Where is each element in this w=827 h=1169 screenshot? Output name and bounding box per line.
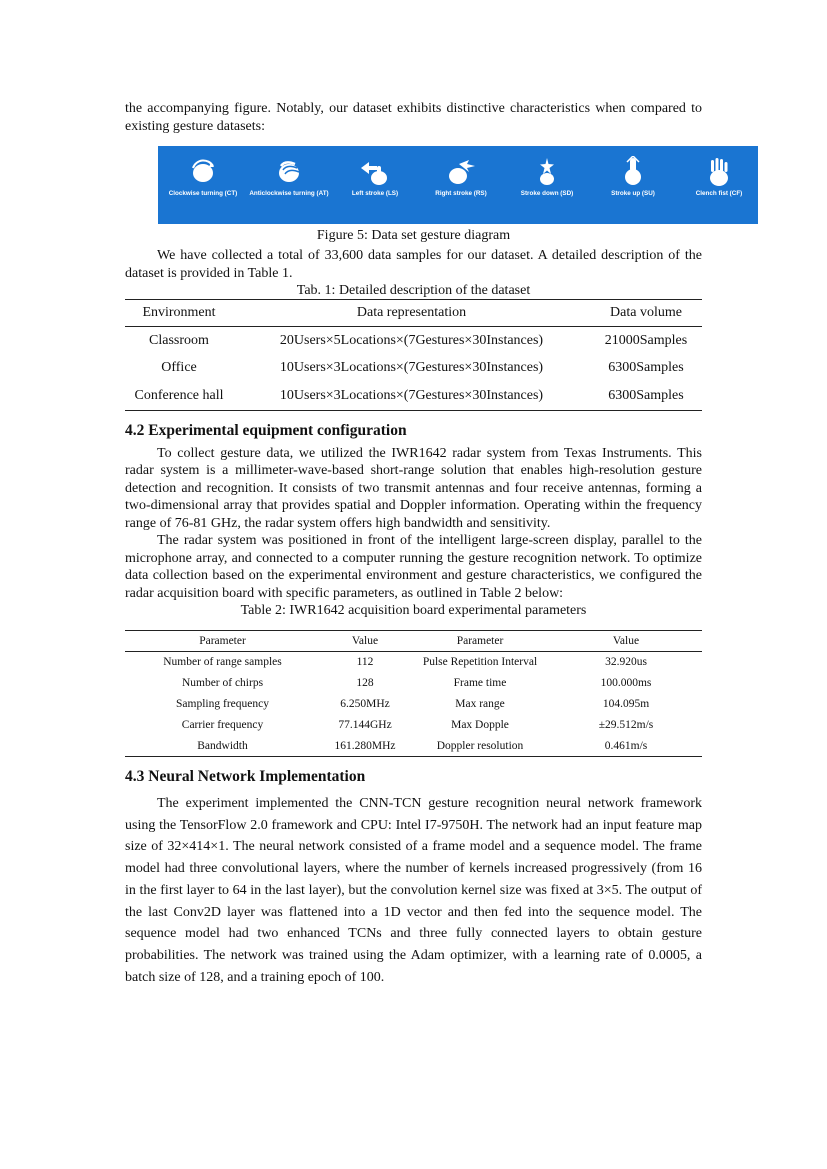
table-header: Value xyxy=(320,631,410,652)
radar-parameter-table xyxy=(125,630,702,757)
table-cell: Max Dopple xyxy=(451,718,509,731)
table-cell: 0.461m/s xyxy=(604,739,648,752)
table-cell: Frame time xyxy=(453,677,507,690)
table-cell: 77.144GHz xyxy=(338,718,392,731)
gesture-label: Right stroke (RS) xyxy=(435,190,487,197)
table-cell: 100.000ms xyxy=(600,677,652,690)
section-heading-4-3: 4.3 Neural Network Implementation xyxy=(125,767,366,785)
section42-paragraph-2: The radar system was positioned in front of the intelligent large-screen display, parallel to the microphone array, and connected to a computer running the gesture recognition network. To optimize data collection based on the experimental environment and gesture characteristics, we configured the radar acquisition board with specific parameters, as outlined in Table 2 below: xyxy=(125,533,702,601)
table-header: Data representation xyxy=(233,300,590,327)
table-row xyxy=(125,714,702,735)
dataset-table xyxy=(125,299,702,411)
gesture-su xyxy=(590,156,676,197)
table-cell: 10Users×3Locations×(7Gestures×30Instances) xyxy=(279,387,544,403)
table-header: Data volume xyxy=(590,300,702,327)
anticlockwise-hand-icon xyxy=(273,156,305,188)
table-cell: 21000Samples xyxy=(604,332,688,348)
dataset-paragraph: We have collected a total of 33,600 data samples for our dataset. A detailed description of the dataset is provided in Table 1. xyxy=(125,248,702,281)
gesture-cf xyxy=(676,156,762,197)
section-4-3 xyxy=(125,767,702,988)
table-header: Parameter xyxy=(125,631,320,652)
clockwise-hand-icon xyxy=(187,156,219,188)
gesture-rs xyxy=(418,156,504,197)
gesture-ls xyxy=(332,156,418,197)
table-header: Environment xyxy=(125,300,233,327)
table-cell: Classroom xyxy=(149,332,209,348)
table2-caption: Table 2: IWR1642 acquisition board experimental parameters xyxy=(240,603,587,618)
gesture-label: Anticlockwise turning (AT) xyxy=(249,190,329,197)
section43-paragraph: The experiment implemented the CNN-TCN gesture recognition neural network framework using the TensorFlow 2.0 framework and CPU: Intel I7-9750H. The network had an input feature map size of 32×414×1. The neural network consisted of a frame model and a sequence model. The frame model had three convolutional layers, where the number of kernels increased progressively (from 16 in the first layer to 64 in the last layer), but the convolution kernel size was fixed at 3×5. The output of the last Conv2D layer was flattened into a 1D vector and then fed into the sequence model. The sequence model had two enhanced TCNs and three fully connected layers to obtain gesture probabilities. The network was trained using the Adam optimizer, with a learning rate of 0.0005, a batch size of 128, and a training epoch of 100. xyxy=(125,795,702,985)
table-row xyxy=(125,652,702,673)
gesture-figure xyxy=(158,146,758,224)
table-cell: 32.920us xyxy=(605,656,647,669)
table-cell: 10Users×3Locations×(7Gestures×30Instances) xyxy=(279,360,544,376)
clench-fist-icon xyxy=(703,156,735,188)
gesture-label: Left stroke (LS) xyxy=(351,190,399,197)
table-cell: Carrier frequency xyxy=(181,718,264,731)
paper-page xyxy=(125,100,743,988)
table-cell: Conference hall xyxy=(134,387,224,403)
figure-caption: Figure 5: Data set gesture diagram xyxy=(316,228,511,243)
intro-paragraph: the accompanying figure. Notably, our dataset exhibits distinctive characteristics when compared to existing gesture datasets: xyxy=(125,101,702,134)
table-cell: 6.250MHz xyxy=(340,697,390,710)
section-heading-4-2: 4.2 Experimental equipment configuration xyxy=(125,421,407,439)
table-row xyxy=(125,673,702,694)
table-cell: 104.095m xyxy=(602,697,650,710)
stroke-down-hand-icon xyxy=(531,156,563,188)
table-header-row xyxy=(125,300,702,327)
gesture-label: Clockwise turning (CT) xyxy=(168,190,238,197)
table-cell: 161.280MHz xyxy=(334,739,396,752)
table-row xyxy=(125,382,702,410)
table-header: Value xyxy=(550,631,702,652)
table-cell: 128 xyxy=(356,677,374,690)
table-row xyxy=(125,327,702,355)
table-cell: 6300Samples xyxy=(608,387,684,403)
gesture-label: Stroke up (SU) xyxy=(611,190,655,197)
table-row xyxy=(125,735,702,756)
table-cell: Number of chirps xyxy=(181,677,264,690)
table-cell: 6300Samples xyxy=(608,360,684,376)
right-stroke-hand-icon xyxy=(445,156,477,188)
table-cell: Sampling frequency xyxy=(176,697,269,710)
left-stroke-hand-icon xyxy=(359,156,391,188)
table-header-row xyxy=(125,631,702,652)
section42-paragraph-1: To collect gesture data, we utilized the IWR1642 radar system from Texas Instruments. This radar system is a millimeter-wave-based short-range solution that enables high-resolution gesture detection and recognition. It consists of two transmit antennas and four receive antennas, forming a two-dimensional array that provides spatial and Doppler information. Operating within the frequency range of 76-81 GHz, the radar system offers high bandwidth and sensitivity. xyxy=(125,445,702,531)
table-cell: 112 xyxy=(356,656,374,669)
table-header: Parameter xyxy=(410,631,550,652)
stroke-up-hand-icon xyxy=(617,156,649,188)
table-cell: Bandwidth xyxy=(197,739,248,752)
table1-caption: Tab. 1: Detailed description of the dataset xyxy=(296,283,531,298)
gesture-ct xyxy=(160,156,246,197)
table-row xyxy=(125,355,702,383)
table-cell: Max range xyxy=(455,697,505,710)
table-row xyxy=(125,694,702,715)
table-cell: 20Users×5Locations×(7Gestures×30Instances) xyxy=(279,332,544,348)
table-cell: Doppler resolution xyxy=(436,739,524,752)
table-cell: Number of range samples xyxy=(163,656,282,669)
table-cell: Pulse Repetition Interval xyxy=(422,656,538,669)
gesture-label: Clench fist (CF) xyxy=(695,190,743,197)
table-cell: ±29.512m/s xyxy=(598,718,654,731)
gesture-at xyxy=(246,156,332,197)
table-cell: Office xyxy=(161,360,197,376)
gesture-sd xyxy=(504,156,590,197)
gesture-label: Stroke down (SD) xyxy=(520,190,574,197)
